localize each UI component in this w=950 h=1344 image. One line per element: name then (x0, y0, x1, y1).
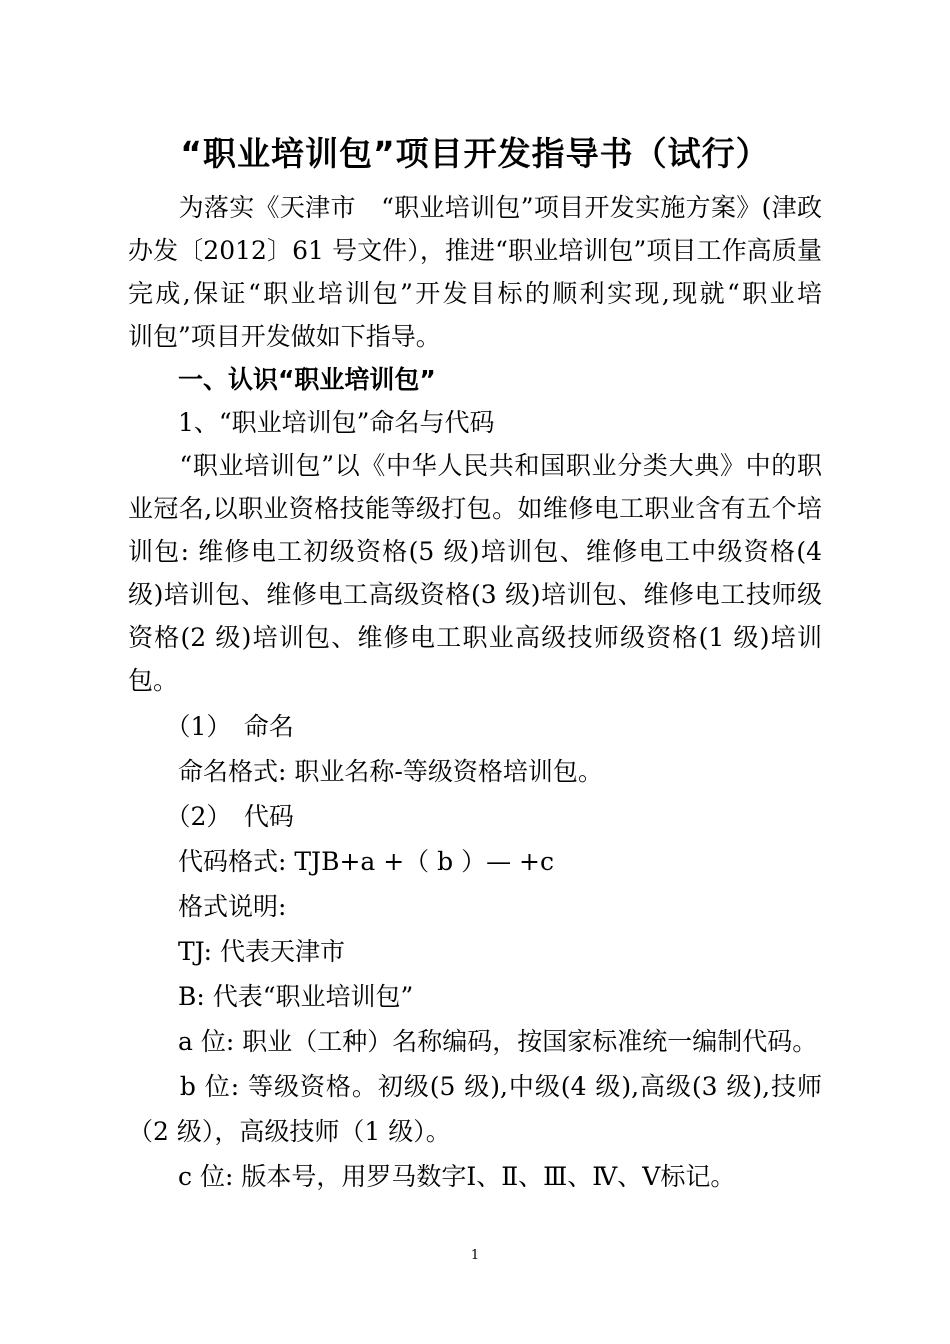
document-title: “职业培训包”项目开发指导书（试行） (180, 134, 770, 173)
paragraph-line: 代码格式: TJB+a +（ b ）— +c (128, 847, 554, 876)
paragraph-line: 格式说明: (128, 892, 287, 921)
item-heading: （1） 命名 (128, 712, 294, 741)
subsection-heading: 1、“职业培训包”命名与代码 (128, 408, 495, 437)
paragraph-line: 办发〔2012〕61 号文件），推进“职业培训包”项目工作高质量 (128, 236, 822, 265)
paragraph-line: B: 代表“职业培训包” (128, 982, 414, 1011)
paragraph-line: 完成,保证“职业培训包”开发目标的顺利实现,现就“职业培 (128, 279, 822, 308)
paragraph-line: “职业培训包”以《中华人民共和国职业分类大典》中的职 (128, 451, 822, 480)
paragraph-line: a 位: 职业（工种）名称编码，按国家标准统一编制代码。 (128, 1027, 818, 1056)
paragraph-line: TJ: 代表天津市 (128, 937, 346, 966)
item-heading: （2） 代码 (128, 802, 294, 831)
paragraph-line: （2 级），高级技师（1 级）。 (128, 1117, 451, 1146)
paragraph-line: 命名格式: 职业名称-等级资格培训包。 (128, 757, 603, 786)
section-heading: 一、认识“职业培训包” (128, 365, 436, 394)
paragraph-line: 训包”项目开发做如下指导。 (128, 322, 441, 351)
paragraph-line: 包。 (128, 666, 179, 695)
paragraph-line: 级)培训包、维修电工高级资格(3 级)培训包、维修电工技师级 (128, 580, 822, 609)
paragraph-line: 业冠名,以职业资格技能等级打包。如维修电工职业含有五个培 (128, 494, 822, 523)
paragraph-line: c 位: 版本号，用罗马数字Ⅰ、Ⅱ、Ⅲ、Ⅳ、Ⅴ标记。 (128, 1162, 736, 1191)
paragraph-line: 为落实《天津市 “职业培训包”项目开发实施方案》(津政 (128, 193, 822, 222)
page-number: 1 (470, 1248, 480, 1263)
paragraph-line: 训包: 维修电工初级资格(5 级)培训包、维修电工中级资格(4 (128, 537, 822, 566)
paragraph-line: b 位: 等级资格。初级(5 级),中级(4 级),高级(3 级),技师 (128, 1072, 822, 1101)
paragraph-line: 资格(2 级)培训包、维修电工职业高级技师级资格(1 级)培训 (128, 623, 822, 652)
